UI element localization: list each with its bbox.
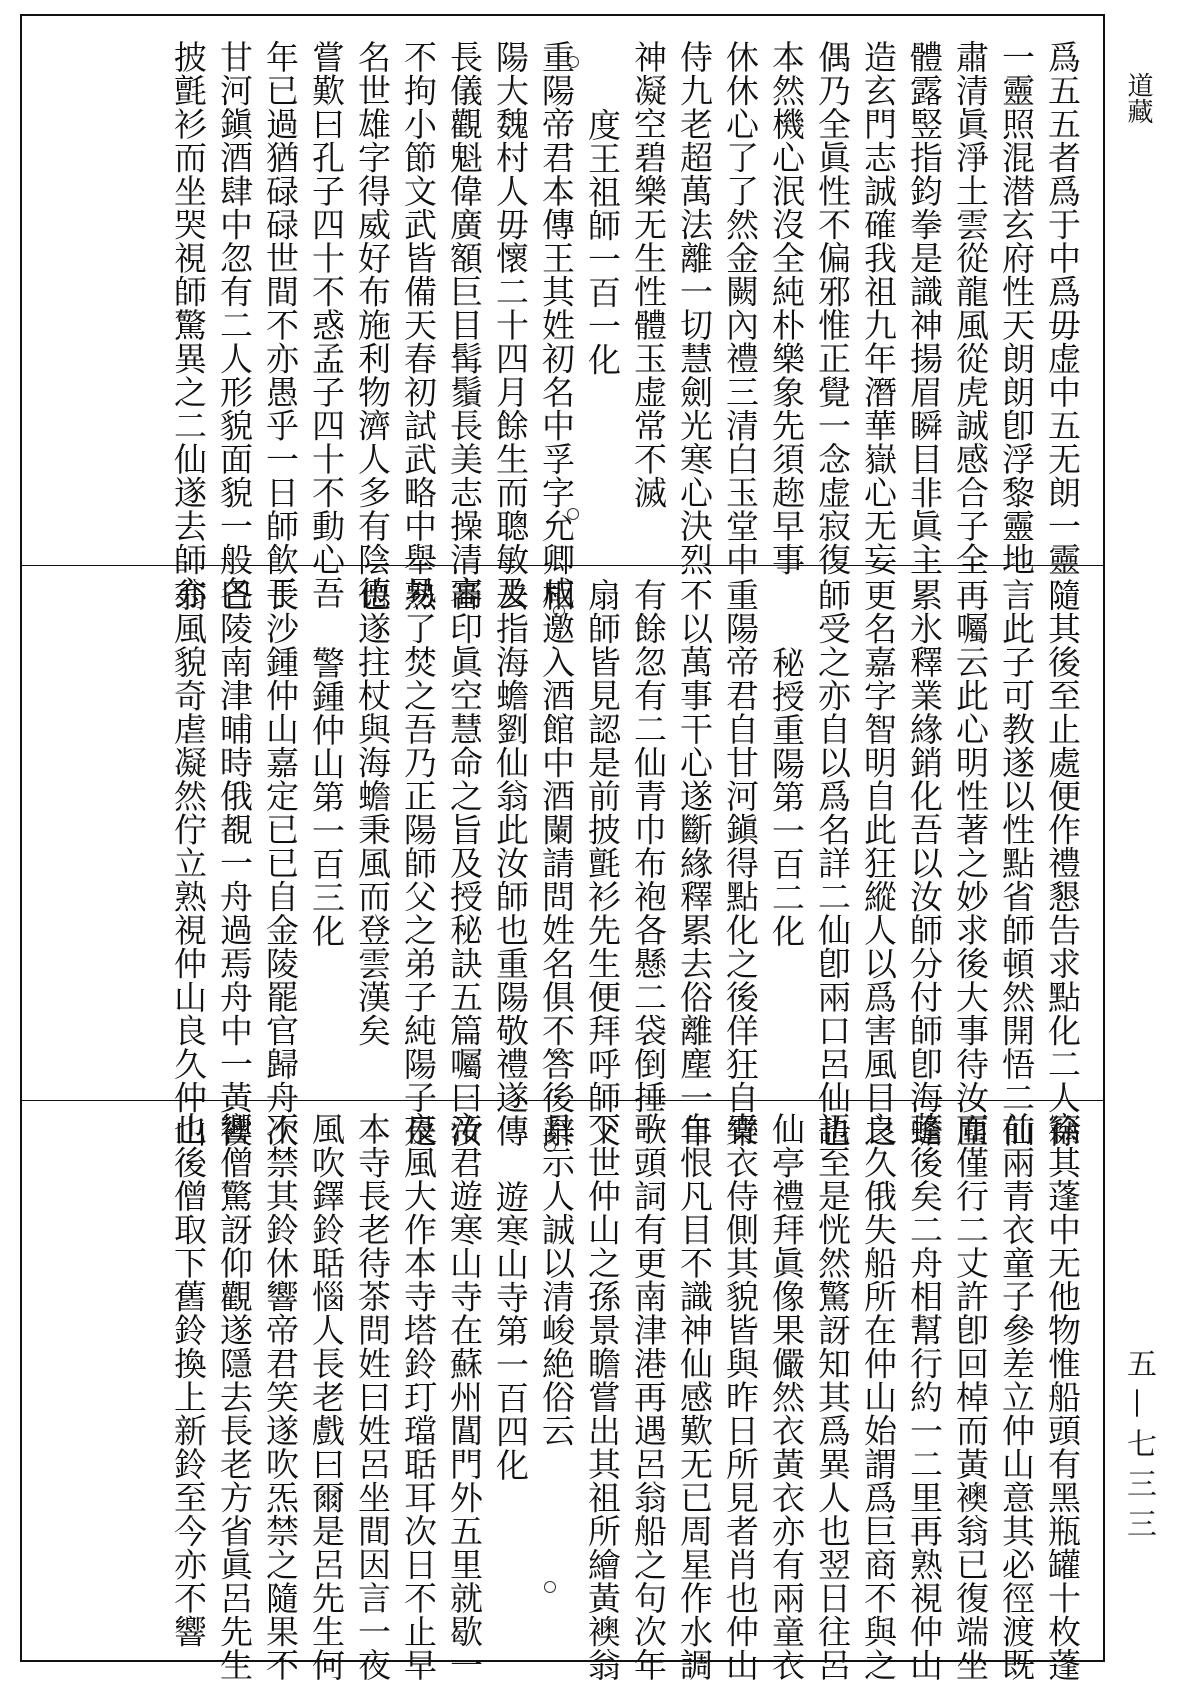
text-columns [40, 40, 1085, 610]
text-column: 體露竪指鈞拳是識神揚眉瞬目非眞主 [905, 40, 944, 576]
text-column: 熟了焚之吾乃正陽師父之弟子純陽子是 [399, 578, 438, 1148]
text-column: 一靈照混潜玄府性天朗朗卽浮黎靈地 [997, 40, 1036, 576]
text-column: 去指海蟾劉仙翁此汝師也重陽敬禮遂傳 [491, 578, 530, 1148]
text-column: 扇師皆見認是前披氈衫先生便拜呼師父 [583, 578, 622, 1148]
text-column: 歌頭詞有更南津港再遇呂翁船之句次年 [629, 1112, 668, 1682]
text-column: 也後僧取下舊鈴換上新鈴至今亦不響 [169, 1112, 208, 1648]
text-column: 下世仲山之孫景瞻嘗出其祖所繪黃襖翁 [583, 1112, 622, 1682]
text-column: 相邀入酒館中酒闌請問姓名俱不答後辭 [537, 578, 576, 1148]
text-column: 隨其後至止處便作禮懇告求點化二人徐 [1043, 578, 1082, 1148]
side-label: 道藏 [1123, 72, 1153, 124]
text-column: 甘河鎭酒肆中忽有二人形貌面貌一般各 [215, 40, 254, 610]
text-column: 不禁其鈴休響帝君笑遂吹炁禁之隨果不 [261, 1112, 300, 1682]
text-column: 偶乃全眞性不偏邪惟正覺一念虚寂復 [813, 40, 852, 576]
page-number: 五—七三三 [1121, 1348, 1156, 1548]
text-column: 夜風大作本寺塔鈴玎璫聒耳次日不止早 [399, 1112, 438, 1682]
section-title: 警鍾仲山第一百三化 [307, 646, 346, 948]
text-column: 也遂拄杖與海蟾秉風而登雲漢矣 [353, 578, 392, 1047]
text-column: 長儀觀魁偉廣額巨目髯鬚長美志操清高 [445, 40, 484, 610]
text-column: 嘗歎曰孔子四十不惑孟子四十不動心吾 [307, 40, 346, 610]
text-column: 累氷釋業緣銷化吾以汝師分付師卽海蟾 [905, 578, 944, 1148]
panel-top [40, 40, 1085, 610]
text-column: 仙亭禮拜眞像果儼然衣黃衣亦有兩童衣 [767, 1112, 806, 1682]
text-column: 而僅行二丈許卽回棹而黃襖翁已復端坐 [951, 1112, 990, 1682]
text-column: 再囑云此心明性著之妙求後大事待汝塵 [951, 578, 990, 1148]
text-columns [40, 578, 1085, 1148]
section-title: 秘授重陽第一百二化 [767, 646, 806, 948]
text-column: 有餘忽有二仙青巾布袍各懸二袋倒捶一 [629, 578, 668, 1148]
text-column: 休休心了了然金闕內禮三清白玉堂中 [721, 40, 760, 576]
text-column: 神凝空碧樂无生性體玉虚常不滅 [629, 40, 668, 509]
text-column: 師受之亦自以爲名詳二仙卽兩口呂仙也 [813, 578, 852, 1148]
text-column: 巴陵南津晡時俄覩一舟過焉舟中一黃襖 [215, 578, 254, 1148]
text-column: 翁風貌奇虐凝然佇立熟視仲山良久仲山 [169, 578, 208, 1148]
text-column: 帝君遊寒山寺在蘇州閶門外五里就歇一 [445, 1112, 484, 1682]
text-column: 青衣侍側其貌皆與昨日所見者肖也仲山 [721, 1112, 760, 1682]
circle-mark [553, 1048, 565, 1060]
text-column: 具示人誠以清峻絶俗云 [537, 1112, 576, 1447]
text-columns [40, 1112, 1085, 1682]
text-column: 響僧驚訝仰觀遂隱去長老方省眞呂先生 [215, 1112, 254, 1682]
panel-bottom [40, 1112, 1085, 1682]
text-column: 披氈衫而坐哭視師驚異之二仙遂去師亦 [169, 40, 208, 610]
text-column: 不以萬事干心遂斷緣釋累去俗離塵一年 [675, 578, 714, 1148]
text-column: 本寺長老待茶問姓曰姓呂坐間因言一夜 [353, 1112, 392, 1682]
text-column: 蓬後矣二舟相幫行約一二里再熟視仲山 [905, 1112, 944, 1682]
text-column: 風吹鐸鈴聒惱人長老戲曰爾是呂先生何 [307, 1112, 346, 1682]
text-column: 爲五五者爲于中爲毋虚中五无朗一靈 [1043, 40, 1082, 576]
text-column: 不拘小節文武皆備天春初試武略中舉易 [399, 40, 438, 610]
text-column: 肅清眞淨土雲從龍風從虎誠感合子全 [951, 40, 990, 576]
text-column: 名世雄字得威好布施利物濟人多有陰德 [353, 40, 392, 610]
panel-middle [40, 578, 1085, 1148]
text-column: 言此子可教遂以性點省師頓然開悟二仙 [997, 578, 1036, 1148]
circle-mark [544, 1581, 556, 1593]
circle-mark [544, 1140, 556, 1152]
text-column: 侍九老超萬法離一切慧劍光寒心決烈 [675, 40, 714, 576]
text-column: 自恨凡目不識神仙感歎无已周星作水調 [675, 1112, 714, 1682]
text-column: 造玄門志誠確我祖九年潛華嶽心无妄 [859, 40, 898, 576]
text-column: 良久俄失船所在仲山始謂爲巨商不與之 [859, 1112, 898, 1682]
text-column: 陽大魏村人毋懷二十四月餘生而聰敏及 [491, 40, 530, 610]
text-column: 更名嘉字智明自此狂縱人以爲害風目之 [859, 578, 898, 1148]
text-column: 長沙鍾仲山嘉定已已自金陵罷官歸舟次 [261, 578, 300, 1148]
text-column: 審印眞空慧命之旨及授秘訣五篇囑曰汝 [445, 578, 484, 1148]
section-title: 遊寒山寺第一百四化 [491, 1180, 530, 1482]
text-column: 重陽帝君自甘河鎭得點化之後佯狂自樂 [721, 578, 760, 1148]
circle-mark [567, 508, 579, 520]
text-column: 語至是恍然驚訝知其爲異人也翌日往呂 [813, 1112, 852, 1682]
section-title: 度王祖師一百一化 [583, 108, 622, 376]
circle-mark [553, 605, 565, 617]
text-column: 竊其蓬中无他物惟船頭有黑瓶罐十枚蓬 [1043, 1112, 1082, 1682]
circle-mark [567, 56, 579, 68]
text-column: 年已過猶碌碌世間不亦愚乎一日師飮于 [261, 40, 300, 610]
text-column: 前兩青衣童子參差立仲山意其必徑渡既 [997, 1112, 1036, 1682]
text-column: 重陽帝君本傳王其姓初名中孚字允卿咸 [537, 40, 576, 610]
text-column: 本然機心泯沒全純朴樂象先須趂早事 [767, 40, 806, 576]
